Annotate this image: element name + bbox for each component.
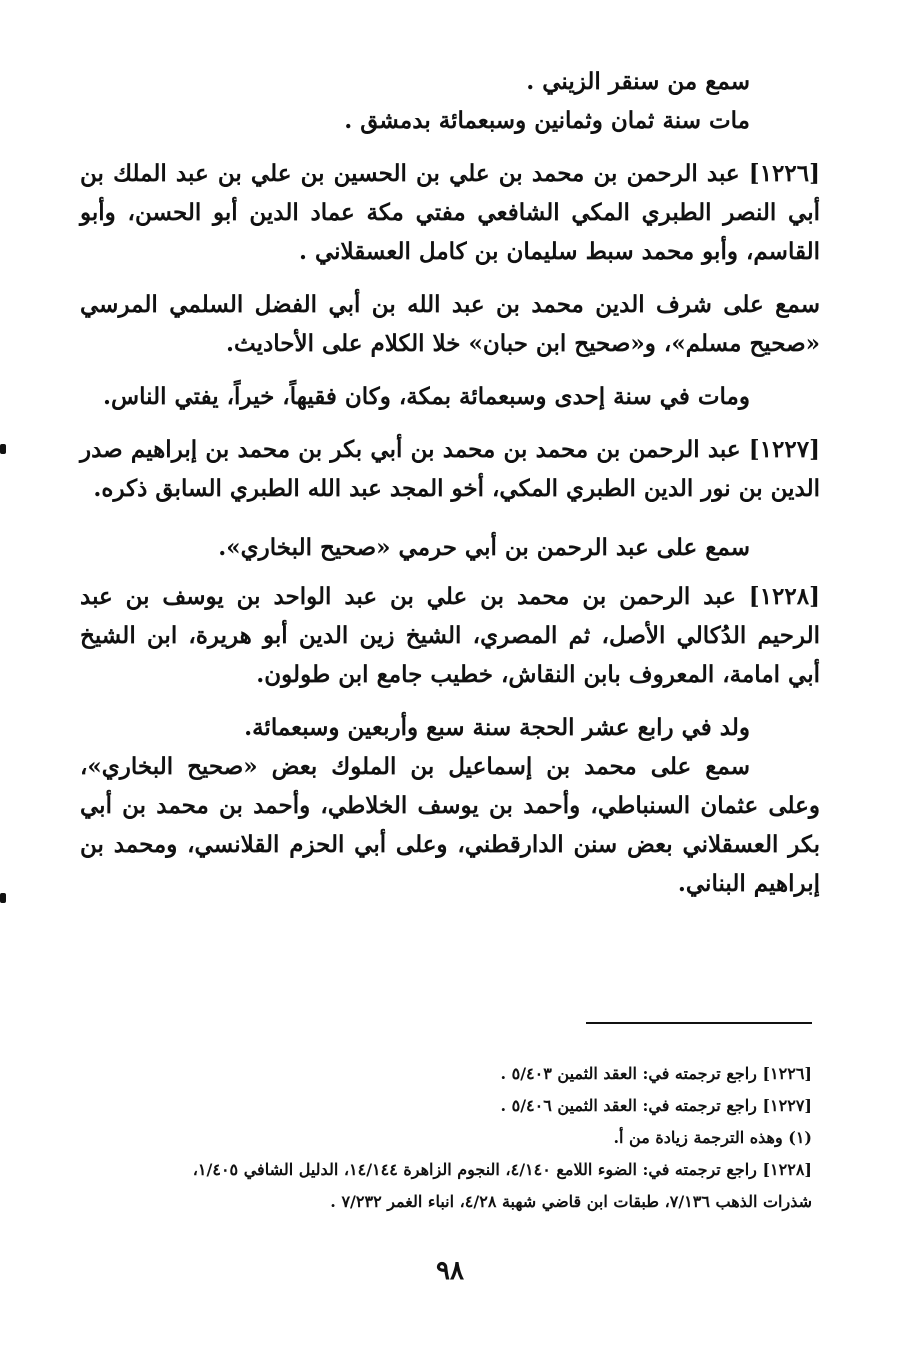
scan-mark <box>0 444 6 454</box>
footnotes <box>90 1058 812 1218</box>
entry-1227: [١٢٢٧] عبد الرحمن بن محمد بن محمد بن أبي بكر بن محمد بن إبراهيم صدر الدين بن نور الدين الطبري المكي، أخو المجد عبد الله الطبري السابق ذكره. <box>80 436 820 502</box>
footnote-1228: [١٢٢٨] راجع ترجمته في: الضوء اللامع ٤/١٤٠، النجوم الزاهرة ١٤/١٤٤، الدليل الشافي ١/٤٠٥، <box>192 1160 812 1179</box>
paragraph-2: مات سنة ثمان وثمانين وسبعمائة بدمشق . <box>344 107 750 134</box>
paragraph-1: سمع من سنقر الزيني . <box>526 68 750 95</box>
footnote-1227: [١٢٢٧] راجع ترجمته في: العقد الثمين ٥/٤٠٦ . <box>500 1096 812 1115</box>
footnote-1: (١) وهذه الترجمة زيادة من أ. <box>613 1128 812 1147</box>
page-number: ٩٨ <box>436 1256 464 1286</box>
paragraph-4: سمع على شرف الدين محمد بن عبد الله بن أبي الفضل السلمي المرسي «صحيح مسلم»، و«صحيح ابن حبان» خلا الكلام على الأحاديث. <box>80 291 820 357</box>
paragraph-9: ولد في رابع عشر الحجة سنة سبع وأربعين وسبعمائة. <box>244 714 750 741</box>
footnote-divider <box>586 1022 812 1024</box>
footnote-1226: [١٢٢٦] راجع ترجمته في: العقد الثمين ٥/٤٠٣ . <box>500 1064 812 1083</box>
paragraph-10: سمع على محمد بن إسماعيل بن الملوك بعض «صحيح البخاري»، وعلى عثمان السنباطي، وأحمد بن يوسف الخلاطي، وأحمد بن محمد بن أبي بكر العسقلاني بعض سنن الدارقطني، وعلى أبي الحزم القلانسي، ومحمد بن إبراهيم البناني. <box>80 753 820 897</box>
paragraph-7: سمع على عبد الرحمن بن أبي حرمي «صحيح البخاري». <box>218 534 750 561</box>
entry-1228: [١٢٢٨] عبد الرحمن بن محمد بن علي بن عبد الواحد بن يوسف بن عبد الرحيم الدُكالي الأصل، ثم المصري، الشيخ زين الدين أبو هريرة، ابن الشيخ أبي امامة، المعروف بابن النقاش، خطيب جامع ابن طولون. <box>80 583 820 688</box>
footnote-1228-continued: شذرات الذهب ٧/١٣٦، طبقات ابن قاضي شهبة ٤/٢٨، انباء الغمر ٧/٢٣٢ . <box>330 1192 812 1211</box>
paragraph-5: ومات في سنة إحدى وسبعمائة بمكة، وكان فقيهاً، خيراً، يفتي الناس. <box>103 383 750 410</box>
main-text <box>80 62 820 903</box>
entry-1226: [١٢٢٦] عبد الرحمن بن محمد بن علي بن الحسين بن علي بن عبد الملك بن أبي النصر الطبري المكي الشافعي مفتي مكة عماد الدين أبو الحسن، وأبو القاسم، وأبو محمد سبط سليمان بن كامل العسقلاني . <box>80 160 820 265</box>
scan-mark <box>0 893 6 903</box>
